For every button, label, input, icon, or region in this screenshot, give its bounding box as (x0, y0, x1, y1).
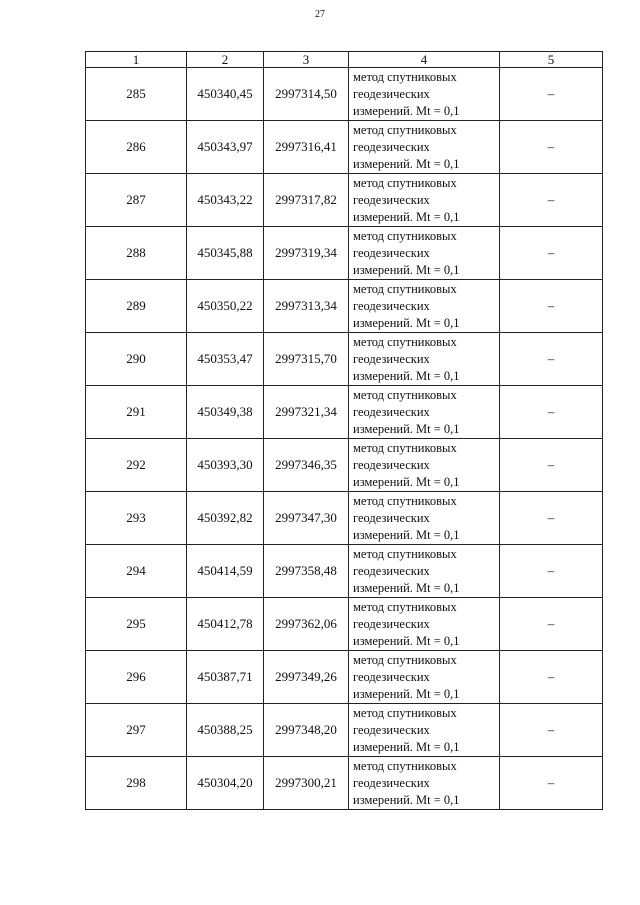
table-row (86, 439, 603, 492)
note-cell: – (500, 757, 603, 810)
method-text-line: измерений. Mt = 0,1 (353, 527, 460, 542)
point-number-cell: 295 (86, 598, 187, 651)
y-coordinate-cell: 2997347,30 (264, 492, 349, 545)
table-row (86, 545, 603, 598)
method-cell (349, 227, 500, 280)
y-coordinate-cell: 2997313,34 (264, 280, 349, 333)
method-text-line: геодезических (353, 510, 430, 525)
table-body (86, 68, 603, 810)
method-cell (349, 439, 500, 492)
note-cell: – (500, 439, 603, 492)
note-cell: – (500, 333, 603, 386)
point-number-cell: 297 (86, 704, 187, 757)
method-text-line: измерений. Mt = 0,1 (353, 209, 460, 224)
coordinates-table (85, 51, 603, 810)
method-text-line: измерений. Mt = 0,1 (353, 262, 460, 277)
header-col-5: 5 (500, 52, 603, 68)
method-text-line: измерений. Mt = 0,1 (353, 156, 460, 171)
header-col-4: 4 (349, 52, 500, 68)
point-number-cell: 293 (86, 492, 187, 545)
x-coordinate-cell: 450350,22 (187, 280, 264, 333)
x-coordinate-cell: 450392,82 (187, 492, 264, 545)
method-text-line: метод спутниковых (353, 493, 457, 508)
point-number-cell: 286 (86, 121, 187, 174)
header-row (86, 52, 603, 68)
x-coordinate-cell: 450353,47 (187, 333, 264, 386)
x-coordinate-cell: 450414,59 (187, 545, 264, 598)
method-cell (349, 757, 500, 810)
method-cell (349, 333, 500, 386)
point-number-cell: 285 (86, 68, 187, 121)
note-cell: – (500, 68, 603, 121)
method-text-line: метод спутниковых (353, 122, 457, 137)
y-coordinate-cell: 2997321,34 (264, 386, 349, 439)
note-cell: – (500, 545, 603, 598)
method-text-line: измерений. Mt = 0,1 (353, 368, 460, 383)
method-text-line: геодезических (353, 722, 430, 737)
header-col-2: 2 (187, 52, 264, 68)
method-text-line: геодезических (353, 404, 430, 419)
method-text-line: геодезических (353, 457, 430, 472)
method-cell (349, 174, 500, 227)
x-coordinate-cell: 450349,38 (187, 386, 264, 439)
method-cell (349, 386, 500, 439)
point-number-cell: 292 (86, 439, 187, 492)
note-cell: – (500, 598, 603, 651)
method-cell (349, 598, 500, 651)
method-text-line: геодезических (353, 192, 430, 207)
method-cell (349, 492, 500, 545)
method-text-line: метод спутниковых (353, 69, 457, 84)
method-text-line: метод спутниковых (353, 546, 457, 561)
x-coordinate-cell: 450345,88 (187, 227, 264, 280)
method-text-line: метод спутниковых (353, 228, 457, 243)
method-text-line: метод спутниковых (353, 281, 457, 296)
method-text-line: измерений. Mt = 0,1 (353, 103, 460, 118)
method-text-line: измерений. Mt = 0,1 (353, 580, 460, 595)
method-text-line: геодезических (353, 351, 430, 366)
point-number-cell: 298 (86, 757, 187, 810)
method-text-line: геодезических (353, 563, 430, 578)
table-row (86, 280, 603, 333)
method-text-line: метод спутниковых (353, 387, 457, 402)
method-text-line: метод спутниковых (353, 175, 457, 190)
point-number-cell: 294 (86, 545, 187, 598)
method-cell (349, 280, 500, 333)
x-coordinate-cell: 450387,71 (187, 651, 264, 704)
method-text-line: измерений. Mt = 0,1 (353, 633, 460, 648)
method-text-line: метод спутниковых (353, 334, 457, 349)
method-text-line: измерений. Mt = 0,1 (353, 421, 460, 436)
method-text-line: измерений. Mt = 0,1 (353, 792, 460, 807)
page-number: 27 (315, 9, 325, 20)
y-coordinate-cell: 2997346,35 (264, 439, 349, 492)
method-text-line: геодезических (353, 616, 430, 631)
method-text-line: метод спутниковых (353, 758, 457, 773)
method-text-line: метод спутниковых (353, 652, 457, 667)
method-text-line: метод спутниковых (353, 599, 457, 614)
y-coordinate-cell: 2997362,06 (264, 598, 349, 651)
table-row (86, 227, 603, 280)
table-row (86, 757, 603, 810)
table-row (86, 704, 603, 757)
point-number-cell: 290 (86, 333, 187, 386)
table-row (86, 386, 603, 439)
note-cell: – (500, 121, 603, 174)
table-row (86, 121, 603, 174)
y-coordinate-cell: 2997315,70 (264, 333, 349, 386)
note-cell: – (500, 280, 603, 333)
y-coordinate-cell: 2997319,34 (264, 227, 349, 280)
note-cell: – (500, 704, 603, 757)
point-number-cell: 291 (86, 386, 187, 439)
table-row (86, 651, 603, 704)
method-text-line: геодезических (353, 139, 430, 154)
method-text-line: метод спутниковых (353, 440, 457, 455)
y-coordinate-cell: 2997300,21 (264, 757, 349, 810)
table-row (86, 492, 603, 545)
method-text-line: геодезических (353, 245, 430, 260)
method-cell (349, 704, 500, 757)
method-text-line: измерений. Mt = 0,1 (353, 474, 460, 489)
y-coordinate-cell: 2997358,48 (264, 545, 349, 598)
method-cell (349, 68, 500, 121)
x-coordinate-cell: 450388,25 (187, 704, 264, 757)
x-coordinate-cell: 450343,97 (187, 121, 264, 174)
note-cell: – (500, 386, 603, 439)
point-number-cell: 296 (86, 651, 187, 704)
method-text-line: измерений. Mt = 0,1 (353, 686, 460, 701)
y-coordinate-cell: 2997317,82 (264, 174, 349, 227)
method-cell (349, 121, 500, 174)
method-cell (349, 545, 500, 598)
y-coordinate-cell: 2997348,20 (264, 704, 349, 757)
x-coordinate-cell: 450340,45 (187, 68, 264, 121)
method-text-line: геодезических (353, 775, 430, 790)
method-text-line: геодезических (353, 298, 430, 313)
header-col-3: 3 (264, 52, 349, 68)
note-cell: – (500, 227, 603, 280)
table-header (86, 52, 603, 68)
point-number-cell: 288 (86, 227, 187, 280)
table-row (86, 333, 603, 386)
note-cell: – (500, 492, 603, 545)
table-row (86, 598, 603, 651)
table-row (86, 68, 603, 121)
point-number-cell: 289 (86, 280, 187, 333)
method-text-line: метод спутниковых (353, 705, 457, 720)
y-coordinate-cell: 2997349,26 (264, 651, 349, 704)
y-coordinate-cell: 2997314,50 (264, 68, 349, 121)
note-cell: – (500, 174, 603, 227)
header-col-1: 1 (86, 52, 187, 68)
x-coordinate-cell: 450393,30 (187, 439, 264, 492)
method-text-line: геодезических (353, 669, 430, 684)
y-coordinate-cell: 2997316,41 (264, 121, 349, 174)
method-cell (349, 651, 500, 704)
method-text-line: измерений. Mt = 0,1 (353, 739, 460, 754)
point-number-cell: 287 (86, 174, 187, 227)
method-text-line: геодезических (353, 86, 430, 101)
x-coordinate-cell: 450304,20 (187, 757, 264, 810)
method-text-line: измерений. Mt = 0,1 (353, 315, 460, 330)
x-coordinate-cell: 450412,78 (187, 598, 264, 651)
note-cell: – (500, 651, 603, 704)
x-coordinate-cell: 450343,22 (187, 174, 264, 227)
table-row (86, 174, 603, 227)
